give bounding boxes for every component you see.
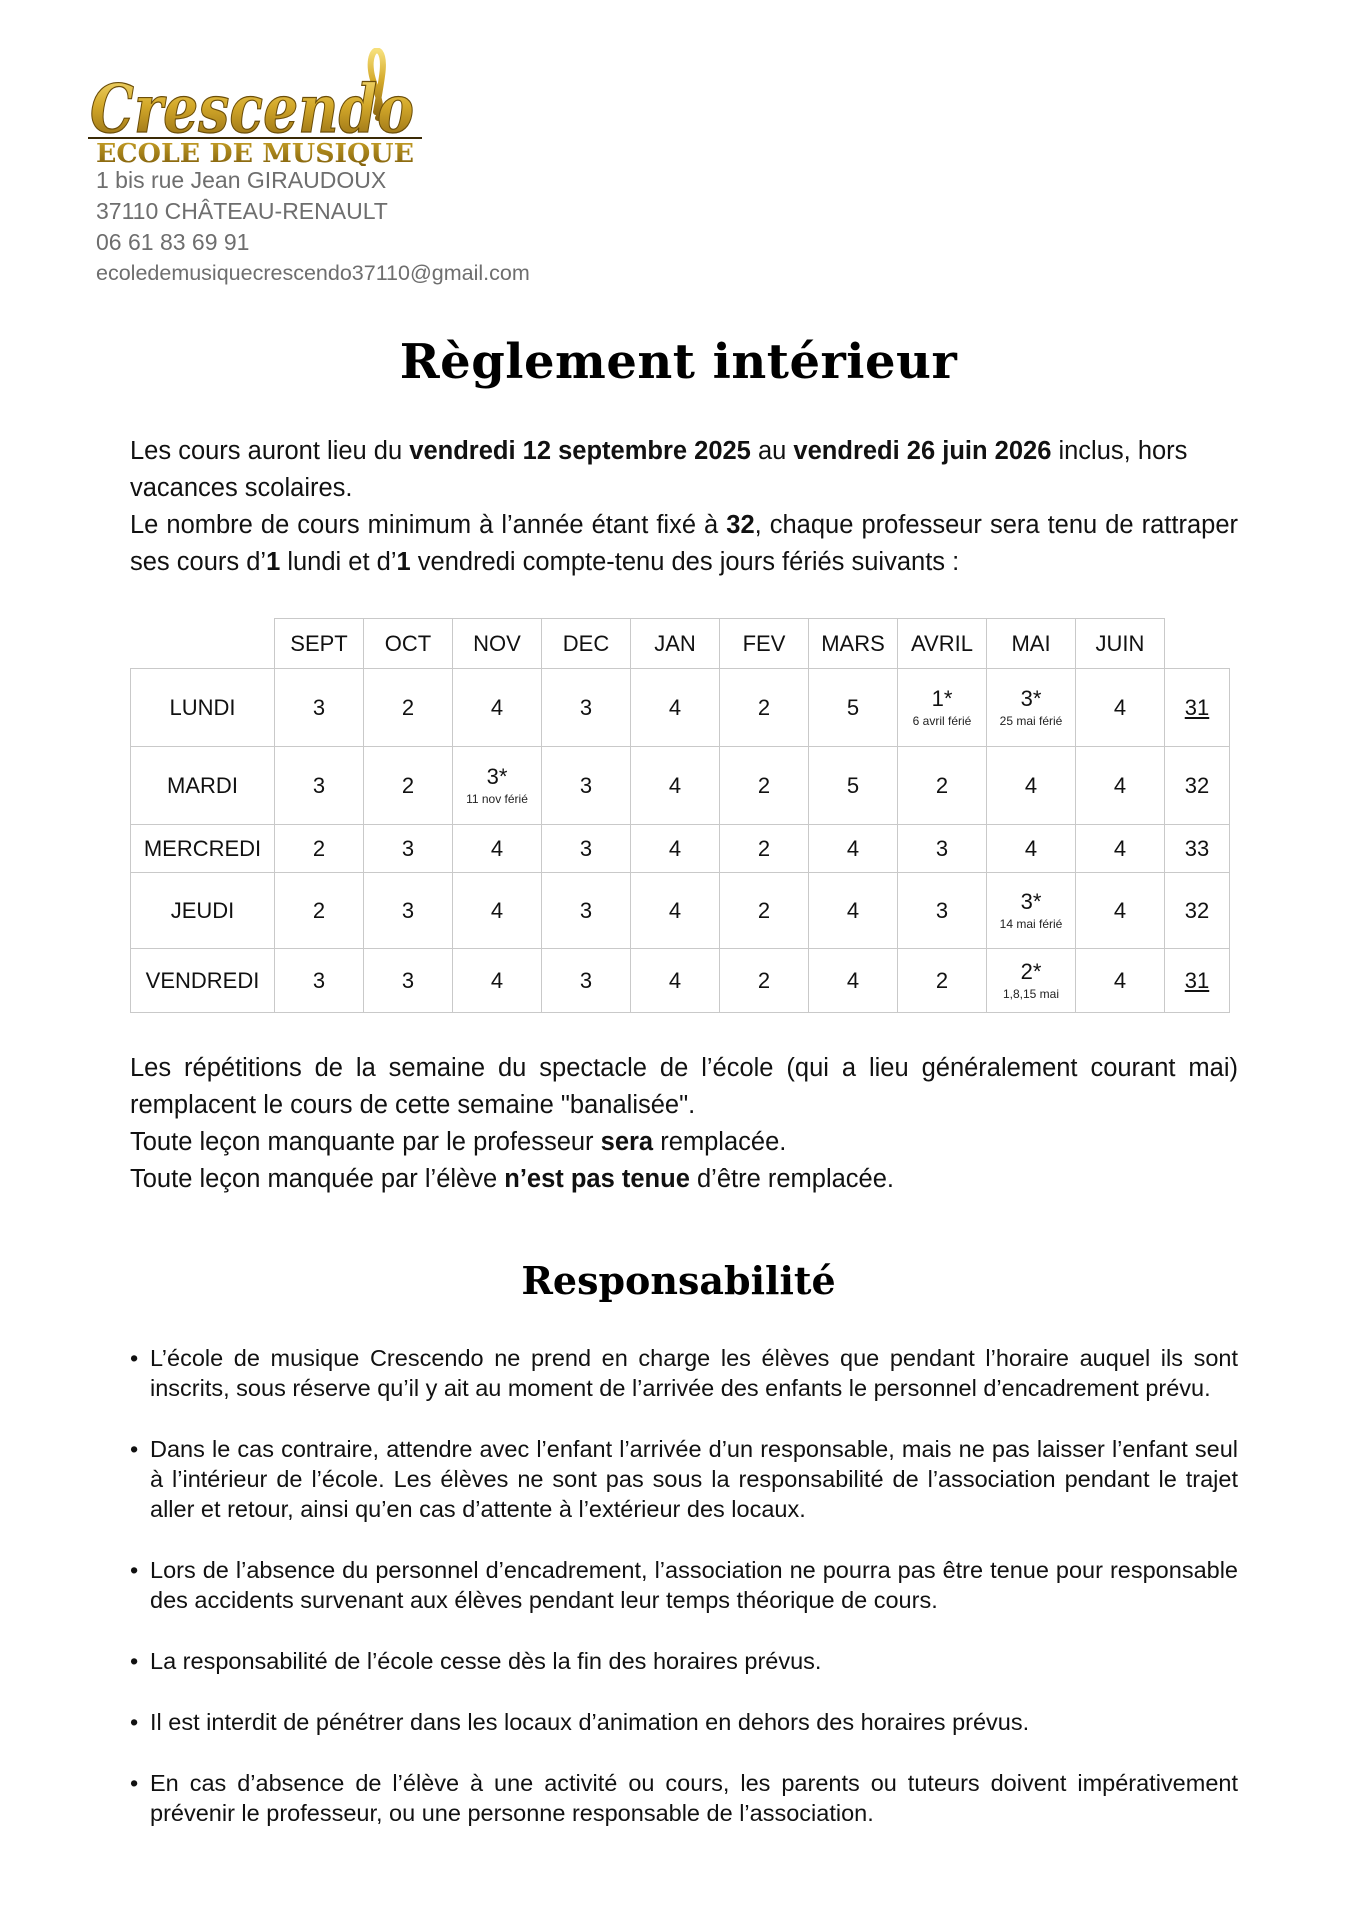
cell-value: 2 — [757, 835, 771, 861]
list-item-text: Il est interdit de pénétrer dans les locaux d’animation en dehors des horaires prévus. — [150, 1709, 1030, 1735]
rules-paragraph — [130, 1050, 1238, 1198]
list-item-text: En cas d’absence de l’élève à une activité ou cours, les parents ou tuteurs doivent impérativement prévenir le professeur, ou une personne responsable de l’association. — [150, 1770, 1238, 1826]
table-cell — [720, 825, 809, 873]
table-cell — [364, 825, 453, 873]
month-header: JUIN — [1076, 619, 1165, 669]
cell-value: 4 — [490, 967, 504, 993]
cell-value: 4 — [490, 897, 504, 923]
list-item — [130, 1555, 1238, 1615]
cell-value: 4 — [668, 835, 682, 861]
table-cell — [542, 949, 631, 1013]
table-cell — [987, 669, 1076, 747]
table-cell — [275, 747, 364, 825]
table-cell — [364, 873, 453, 949]
cell-value: 2 — [935, 967, 949, 993]
table-cell — [1076, 949, 1165, 1013]
total-header — [1165, 619, 1230, 669]
rules-teacher-missed: Toute leçon manquante par le professeur sera remplacée. — [130, 1128, 787, 1156]
month-header: JAN — [631, 619, 720, 669]
holiday-note: 11 nov férié — [466, 791, 528, 806]
list-item-text: Lors de l’absence du personnel d’encadrement, l’association ne pourra pas être tenue pour responsable des accidents survenant aux élèves pendant leur temps théorique de cours. — [150, 1557, 1238, 1613]
cell-value: 3 — [935, 897, 949, 923]
table-cell — [720, 949, 809, 1013]
cell-value: 2 — [757, 967, 771, 993]
table-row — [131, 873, 1230, 949]
table-cell — [987, 873, 1076, 949]
cell-value: 3 — [579, 897, 593, 923]
cell-value: 3 — [579, 772, 593, 798]
row-total: 32 — [1165, 747, 1230, 825]
day-label: LUNDI — [131, 669, 275, 747]
table-cell — [275, 825, 364, 873]
email-address: ecoledemusiquecrescendo37110@gmail.com — [96, 261, 530, 285]
month-header: FEV — [720, 619, 809, 669]
cell-value: 4 — [1113, 967, 1127, 993]
table-row — [131, 747, 1230, 825]
bullet-icon: • — [130, 1557, 139, 1583]
rules-rehearsal: Les répétitions de la semaine du spectacle de l’école (qui a lieu généralement courant mai) remplacent le cours de cette semaine "banalisée". — [130, 1054, 1238, 1119]
list-item — [130, 1646, 1238, 1676]
cell-value: 2 — [757, 772, 771, 798]
intro-minimum: Le nombre de cours minimum à l’année étant fixé à 32, chaque professeur sera tenu de rattraper ses cours d’1 lundi et d’1 vendredi compte-tenu des jours fériés suivants : — [130, 511, 1239, 576]
table-cell — [542, 873, 631, 949]
address-street: 1 bis rue Jean GIRAUDOUX — [96, 167, 387, 193]
table-cell — [453, 825, 542, 873]
table-corner — [131, 619, 275, 669]
cell-value: 4 — [846, 897, 860, 923]
table-cell — [631, 873, 720, 949]
table-cell — [631, 949, 720, 1013]
table-cell — [898, 949, 987, 1013]
bullet-icon: • — [130, 1648, 139, 1674]
cell-value: 4 — [846, 967, 860, 993]
cell-value: 3 — [579, 835, 593, 861]
table-cell — [275, 873, 364, 949]
table-cell — [987, 825, 1076, 873]
cell-value: 3 — [401, 835, 415, 861]
table-cell — [364, 669, 453, 747]
month-header: NOV — [453, 619, 542, 669]
table-cell — [275, 949, 364, 1013]
table-cell — [1076, 669, 1165, 747]
table-cell — [720, 669, 809, 747]
cell-value: 3 — [579, 694, 593, 720]
day-label: MARDI — [131, 747, 275, 825]
holiday-note: 14 mai férié — [999, 916, 1063, 931]
table-row — [131, 669, 1230, 747]
table-cell — [898, 825, 987, 873]
cell-value: 5 — [846, 772, 860, 798]
table-cell — [364, 949, 453, 1013]
logo-subtitle: ECOLE DE MUSIQUE — [96, 139, 414, 166]
list-item — [130, 1768, 1238, 1828]
cell-value: 4 — [490, 694, 504, 720]
cell-value: 3 — [312, 967, 326, 993]
list-item — [130, 1343, 1238, 1403]
cell-value: 1* — [931, 685, 953, 711]
table-header-row — [131, 619, 1230, 669]
cell-value: 3 — [401, 897, 415, 923]
cell-value: 3 — [935, 835, 949, 861]
table-cell — [720, 873, 809, 949]
cell-value: 4 — [846, 835, 860, 861]
list-item — [130, 1707, 1238, 1737]
table-cell — [809, 669, 898, 747]
cell-value: 3 — [401, 967, 415, 993]
cell-value: 4 — [1113, 897, 1127, 923]
cell-value: 4 — [490, 835, 504, 861]
bullet-icon: • — [130, 1709, 139, 1735]
table-cell — [1076, 825, 1165, 873]
address-city: 37110 CHÂTEAU-RENAULT — [96, 198, 388, 224]
cell-value: 3* — [1020, 685, 1042, 711]
cell-value: 4 — [668, 772, 682, 798]
table-cell — [453, 949, 542, 1013]
cell-value: 3 — [312, 694, 326, 720]
responsibility-list — [130, 1343, 1238, 1859]
bullet-icon: • — [130, 1345, 139, 1371]
cell-value: 4 — [1113, 772, 1127, 798]
cell-value: 2 — [312, 897, 326, 923]
table-cell — [898, 747, 987, 825]
row-total: 32 — [1165, 873, 1230, 949]
table-cell — [542, 669, 631, 747]
row-total: 33 — [1165, 825, 1230, 873]
table-cell — [542, 825, 631, 873]
table-cell — [898, 873, 987, 949]
cell-value: 2 — [935, 772, 949, 798]
month-header: SEPT — [275, 619, 364, 669]
table-cell — [275, 669, 364, 747]
cell-value: 2 — [312, 835, 326, 861]
cell-value: 2 — [757, 897, 771, 923]
cell-value: 3 — [579, 967, 593, 993]
table-cell — [809, 747, 898, 825]
cell-value: 3* — [486, 763, 508, 789]
table-cell — [987, 949, 1076, 1013]
cell-value: 3 — [312, 772, 326, 798]
rules-student-missed: Toute leçon manquée par l’élève n’est pas tenue d’être remplacée. — [130, 1165, 894, 1193]
cell-value: 2 — [757, 694, 771, 720]
table-cell — [542, 747, 631, 825]
holiday-note: 25 mai férié — [999, 713, 1063, 728]
cell-value: 4 — [668, 897, 682, 923]
cell-value: 5 — [846, 694, 860, 720]
month-header: OCT — [364, 619, 453, 669]
table-cell — [809, 873, 898, 949]
table-cell — [631, 747, 720, 825]
cell-value: 2* — [1020, 958, 1042, 984]
holiday-note: 1,8,15 mai — [1002, 986, 1060, 1001]
cell-value: 3* — [1020, 888, 1042, 914]
month-header: MARS — [809, 619, 898, 669]
table-cell — [453, 873, 542, 949]
intro-paragraph — [130, 433, 1238, 581]
cell-value: 4 — [1024, 835, 1038, 861]
responsibility-title: Responsabilité — [521, 1258, 836, 1303]
row-total: 31 — [1165, 669, 1230, 747]
intro-dates: Les cours auront lieu du vendredi 12 septembre 2025 au vendredi 26 juin 2026 inclus, hors vacances scolaires. — [130, 437, 1188, 502]
logo-wordmark: Crescendo — [90, 70, 414, 148]
schedule-table — [130, 618, 1230, 1013]
table-row — [131, 825, 1230, 873]
table-cell — [453, 669, 542, 747]
table-cell — [453, 747, 542, 825]
table-cell — [809, 825, 898, 873]
cell-value: 2 — [401, 772, 415, 798]
cell-value: 4 — [668, 694, 682, 720]
table-cell — [631, 669, 720, 747]
crescendo-logo — [86, 48, 426, 166]
list-item-text: La responsabilité de l’école cesse dès la fin des horaires prévus. — [150, 1648, 822, 1674]
page-title: Règlement intérieur — [399, 334, 958, 390]
bullet-icon: • — [130, 1770, 139, 1796]
month-header: DEC — [542, 619, 631, 669]
cell-value: 4 — [668, 967, 682, 993]
day-label: VENDREDI — [131, 949, 275, 1013]
holiday-note: 6 avril férié — [912, 713, 972, 728]
table-cell — [720, 747, 809, 825]
cell-value: 4 — [1024, 772, 1038, 798]
row-total: 31 — [1165, 949, 1230, 1013]
list-item-text: Dans le cas contraire, attendre avec l’enfant l’arrivée d’un responsable, mais ne pas laisser l’enfant seul à l’intérieur de l’école. Les élèves ne sont pas sous la responsabilité de l’association pendant le trajet aller et retour, ainsi qu’en cas d’attente à l’extérieur des locaux. — [150, 1436, 1238, 1522]
table-cell — [987, 747, 1076, 825]
list-item-text: L’école de musique Crescendo ne prend en charge les élèves que pendant l’horaire auquel ils sont inscrits, sous réserve qu’il y ait au moment de l’arrivée des enfants le personnel d’encadrement prévu. — [150, 1345, 1238, 1401]
table-cell — [1076, 873, 1165, 949]
day-label: MERCREDI — [131, 825, 275, 873]
day-label: JEUDI — [131, 873, 275, 949]
table-row — [131, 949, 1230, 1013]
phone-number: 06 61 83 69 91 — [96, 229, 250, 255]
table-cell — [1076, 747, 1165, 825]
table-cell — [631, 825, 720, 873]
month-header: AVRIL — [898, 619, 987, 669]
table-cell — [898, 669, 987, 747]
table-cell — [364, 747, 453, 825]
bullet-icon: • — [130, 1436, 139, 1462]
cell-value: 2 — [401, 694, 415, 720]
month-header: MAI — [987, 619, 1076, 669]
list-item — [130, 1434, 1238, 1524]
table-cell — [809, 949, 898, 1013]
cell-value: 4 — [1113, 835, 1127, 861]
cell-value: 4 — [1113, 694, 1127, 720]
